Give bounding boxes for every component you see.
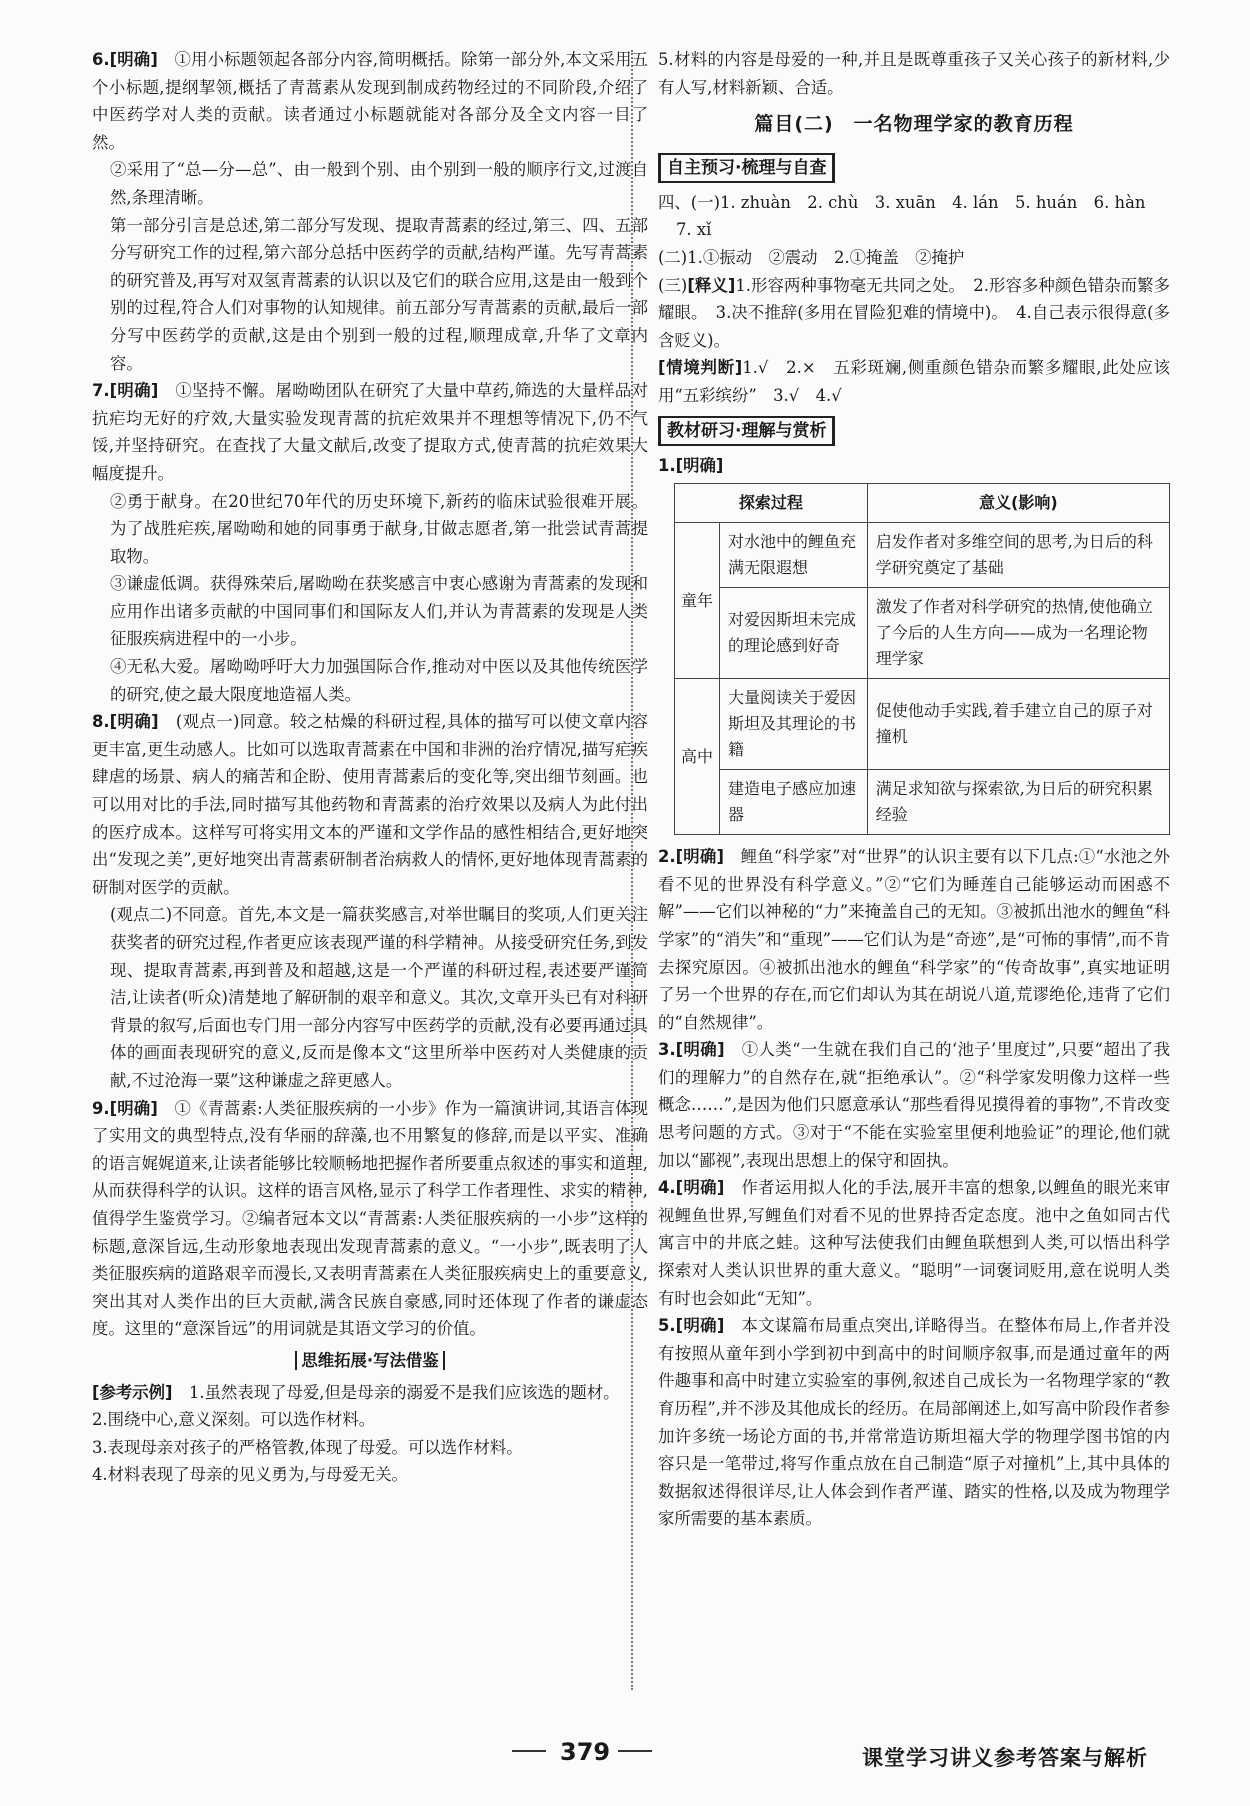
table-header: 意义(影响) (867, 484, 1169, 523)
answer-text: 5.材料的内容是母爱的一种,并且是既尊重孩子又关心孩子的新材料,少有人写,材料新颖、合适。 (658, 50, 1170, 97)
table-stage-cell: 高中 (675, 679, 720, 835)
answer-text: ②采用了“总—分—总”、由一般到个别、由个别到一般的顺序行文,过渡自然,条理清晰。 (110, 160, 648, 207)
chapter-title: 篇目(二) 一名物理学家的教育历程 (754, 113, 1074, 136)
answer-3 (658, 1036, 1170, 1174)
table-cell: 激发了作者对科学研究的热情,使他确立了今后的人生方向——成为一名理论物理学家 (867, 588, 1169, 679)
answer-8 (92, 708, 648, 1094)
situation-judgment (658, 354, 1170, 409)
table-cell: 启发作者对多维空间的思考,为日后的科学研究奠定了基础 (867, 523, 1169, 588)
section-heading-text: 教材研习·理解与赏析 (667, 420, 827, 441)
answer-text: 1.形容两种事物毫无共同之处。 2.形容多种颜色错杂而繁多耀眼。 3.决不推辞(多用在冒险犯难的情境中)。 4.自己表示很得意(多含贬义)。 (658, 275, 1171, 350)
answer-text: (观点一)同意。较之枯燥的科研过程,具体的描写可以使文章内容更丰富,更生动感人。比如可以选取青蒿素在中国和非洲的治疗情况,描写疟疾肆虐的场景、病人的痛苦和企盼、使用青蒿素后的变化等,突出细节刻画。也可以用对比的手法,同时描写其他药物和青蒿素的治疗效果以及病人为此付出的医疗成本。这样写可将实用文本的严谨和文学作品的感性相结合,更好地突出“发现之美”,更好地突出青蒿素研制者治病救人的情怀,更好地体现青蒿素的研制对医学的贡献。 (92, 712, 649, 897)
section-heading-text: 思维拓展·写法借鉴 (295, 1351, 444, 1370)
answer-text: ①用小标题领起各部分内容,简明概括。除第一部分外,本文采用五个小标题,提纲挈领,概括了青蒿素从发现到制成药物经过的不同阶段,介绍了中医药学对人类的贡献。读者通过小标题就能对各部分及全文内容一目了然。 (92, 50, 649, 152)
item-prefix: (三) (658, 275, 688, 295)
answer-text: 2.围绕中心,意义深刻。可以选作材料。 (92, 1410, 376, 1430)
answer-tag: [参考示例] (92, 1382, 173, 1402)
table-cell: 大量阅读关于爱因斯坦及其理论的书籍 (720, 679, 868, 770)
table-cell: 满足求知欲与探索欲,为日后的研究积累经验 (867, 770, 1169, 835)
item-number: 2. (658, 847, 676, 867)
table-row (675, 588, 1170, 679)
table-cell: 建造电子感应加速器 (720, 770, 868, 835)
answer-text: 1.虽然表现了母爱,但是母亲的溺爱不是我们应该选的题材。 (188, 1382, 620, 1402)
answer-4 (658, 1174, 1170, 1312)
item-number: 3. (658, 1040, 676, 1060)
page-number: 379 (560, 1738, 611, 1766)
left-column (92, 46, 648, 1489)
item-number: 4. (658, 1178, 676, 1198)
table-header: 探索过程 (675, 484, 868, 523)
answer-text: 四、(一)1. zhuàn 2. chù 3. xuān 4. lán 5. huán 6. hàn (658, 192, 1146, 212)
reference-examples (92, 1379, 648, 1489)
answer-text: ①坚持不懈。屠呦呦团队在研究了大量中草药,筛选的大量样品对抗疟均无好的疗效,大量实验发现青蒿的抗疟效果并不理想等情况下,仍不气馁,并坚持研究。在查找了大量文献后,改变了提取方式,使青蒿的抗疟效果大幅度提升。 (92, 381, 648, 483)
answer-text: 鲤鱼“科学家”对“世界”的认识主要有以下几点:①“水池之外看不见的世界没有科学意义。”②“它们为睡莲自己能够运动而困惑不解”——它们以神秘的“力”来掩盖自己的无知。③被抓出池水的鲤鱼“科学家”的“消失”和“重现”——它们认为是“奇迹”,是“可怖的事情”,而不肯去探究原因。④被抓出池水的鲤鱼“科学家”的“传奇故事”,真实地证明了另一个世界的存在,而它们却认为其在胡说八道,荒谬绝伦,违背了它们的“自然规律”。 (658, 847, 1171, 1032)
answer-tag: [明确] (675, 847, 724, 867)
answer-2 (658, 843, 1170, 1036)
answer-text: 7. xǐ (676, 220, 712, 240)
footer-title: 课堂学习讲义参考答案与解析 (862, 1746, 1148, 1770)
answer-9 (92, 1095, 648, 1343)
exploration-table (674, 483, 1170, 835)
right-column (658, 46, 1170, 1533)
section-heading-thinking (92, 1347, 648, 1375)
item-number: 9. (92, 1098, 110, 1118)
answer-text: 本文谋篇布局重点突出,详略得当。在整体布局上,作者并没有按照从童年到小学到初中到高中的时间顺序叙事,而是通过童年的两件趣事和高中时建立实验室的事例,叙述自己成长为一名物理学家的“教育历程”,并不涉及其他成长的经历。在局部阐述上,如写高中阶段作者参加许多统一场论方面的书,并常常造访斯坦福大学的物理学图书馆的内容只是一笔带过,将写作重点放在自己制造“原子对撞机”上,其中具体的数据叙述得很详尽,让人体会到作者严谨、踏实的性格,以及成为物理学家所需要的基本素质。 (658, 1316, 1171, 1529)
answer-text: 1.√ 2.× 五彩斑斓,侧重颜色错杂而繁多耀眼,此处应该用“五彩缤纷” 3.√ 4.√ (658, 358, 1171, 405)
answer-tag: [明确] (675, 455, 724, 475)
answer-text: 4.材料表现了母亲的见义勇为,与母爱无关。 (92, 1465, 408, 1485)
table-cell: 对爱因斯坦未完成的理论感到好奇 (720, 588, 868, 679)
answer-tag: [明确] (109, 50, 158, 69)
answer-7 (92, 377, 648, 708)
dash-left (512, 1750, 546, 1752)
item-number: 1. (658, 455, 676, 475)
table-header-row (675, 484, 1170, 523)
answer-text: 作者运用拟人化的手法,展开丰富的想象,以鲤鱼的眼光来审视鲤鱼世界,写鲤鱼们对看不见的世界持否定态度。池中之鱼如同古代寓言中的井底之蛙。这种写法使我们由鲤鱼联想到人类,可以悟出科学探索对人类认识世界的重大意义。“聪明”一词褒词贬用,意在说明人类有时也会如此“无知”。 (658, 1178, 1171, 1308)
answer-tag: [明确] (109, 381, 159, 401)
section-heading-study (658, 416, 835, 446)
item-number: 5. (658, 1316, 676, 1336)
item-number: 6. (92, 50, 110, 69)
answer-tag: [情境判断] (658, 358, 743, 378)
table-row (675, 523, 1170, 588)
section-heading-text: 自主预习·梳理与自查 (667, 157, 827, 178)
answer-6 (92, 46, 648, 377)
answer-text: ①《青蒿素:人类征服疾病的一小步》作为一篇演讲词,其语言体现了实用文的典型特点,没有华丽的辞藻,也不用繁复的修辞,而是以平实、准确的语言娓娓道来,让读者能够比较顺畅地把握作者所要重点叙述的事实和道理,从而获得科学的认识。这样的语言风格,显示了科学工作者理性、求实的精神,值得学生鉴赏学习。②编者冠本文以“青蒿素:人类征服疾病的一小步”这样的标题,意深旨远,生动形象地表现出发现青蒿素的意义。“一小步”,既表明了人类征服疾病的道路艰辛而漫长,又表明青蒿素在人类征服疾病史上的重要意义,突出其对人类作出的巨大贡献,满含民族自豪感,同时还体现了作者的谦虚态度。这里的“意深旨远”的用词就是其语文学习的价值。 (92, 1098, 649, 1339)
answer-tag: [明确] (675, 1040, 725, 1060)
answer-tag: [明确] (675, 1178, 725, 1198)
answer-text: (二)1.①振动 ②震动 2.①掩盖 ②掩护 (658, 247, 965, 267)
answer-tag: [释义] (687, 275, 736, 295)
definitions (658, 272, 1170, 355)
section-heading-preview (658, 153, 835, 183)
answer-text: 第一部分引言是总述,第二部分写发现、提取青蒿素的经过,第三、四、五部分写研究工作的过程,第六部分总括中医药学的贡献,结构严谨。先写青蒿素的研究普及,再写对双氢青蒿素的认识以及它们的联合应用,这是由一般到个别的过程,符合人们对事物的认知规律。前五部分写青蒿素的贡献,最后一部分写中医药学的贡献,这是由个别到一般的过程,顺理成章,升华了文章内容。 (110, 215, 648, 373)
answer-tag: [明确] (109, 1098, 158, 1118)
answer-tag: [明确] (109, 712, 159, 732)
answer-text: ②勇于献身。在20世纪70年代的历史环境下,新药的临床试验很难开展。为了战胜疟疾,屠呦呦和她的同事勇于献身,甘做志愿者,第一批尝试青蒿提取物。 (110, 491, 648, 566)
answer-tag: [明确] (675, 1316, 725, 1336)
answer-text: ①人类“一生就在我们自己的‘池子’里度过”,只要“超出了我们的理解力”的自然存在,就“拒绝承认”。②“科学家发明像力这样一些概念……”,是因为他们只愿意承认“那些看得见摸得着的事物”,不肯改变思考问题的方式。③对于“不能在实验室里便利地验证”的理论,他们就加以“鄙视”,表现出思想上的保守和固执。 (658, 1040, 1170, 1170)
table-stage-cell: 童年 (675, 523, 720, 679)
table-cell: 促使他动手实践,着手建立自己的原子对撞机 (867, 679, 1169, 770)
answer-text: ③谦虚低调。获得殊荣后,屠呦呦在获奖感言中衷心感谢为青蒿素的发现和应用作出诸多贡献的中国同事们和国际友人们,并认为青蒿素的发现是人类征服疾病进程中的一小步。 (110, 574, 648, 649)
answer-text: (观点二)不同意。首先,本文是一篇获奖感言,对举世瞩目的奖项,人们更关注获奖者的研究过程,作者更应该表现严谨的科学精神。从接受研究任务,到发现、提取青蒿素,再到普及和超越,这是一个严谨的科研过程,表述要严谨简洁,让读者(听众)清楚地了解研制的艰辛和意义。其次,文章开头已有对科研背景的叙写,后面也专门用一部分内容写中医药学的贡献,没有必要再通过具体的画面表现研究的意义,反而是像本文“这里所举中医药对人类健康的贡献,不过沧海一粟”这种谦虚之辞更感人。 (110, 905, 648, 1090)
item-number: 8. (92, 712, 110, 732)
page-footer (0, 1738, 1250, 1778)
table-row (675, 770, 1170, 835)
table-cell: 对水池中的鲤鱼充满无限遐想 (720, 523, 868, 588)
answer-text: ④无私大爱。屠呦呦呼吁大力加强国际合作,推动对中医以及其他传统医学的研究,使之最大限度地造福人类。 (110, 657, 648, 704)
answer-text: 3.表现母亲对孩子的严格管教,体现了母爱。可以选作材料。 (92, 1437, 523, 1457)
dash-right (618, 1750, 652, 1752)
answer-5 (658, 1312, 1170, 1533)
item-number: 7. (92, 381, 110, 401)
table-row (675, 679, 1170, 770)
